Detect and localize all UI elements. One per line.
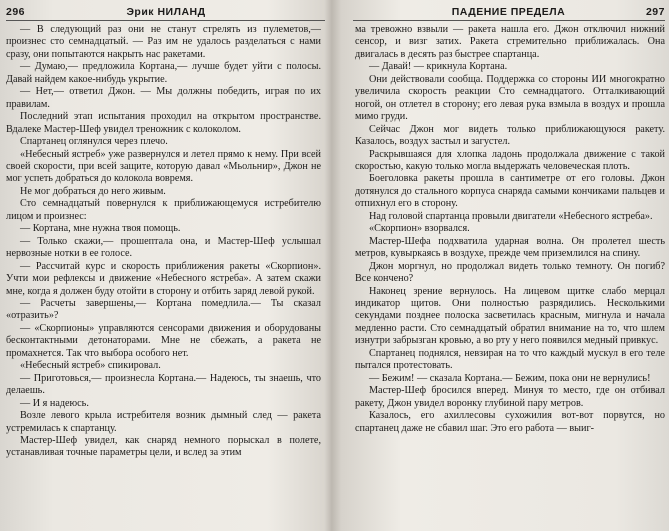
right-page <box>353 0 665 531</box>
book-title: ПАДЕНИЕ ПРЕДЕЛА <box>451 6 566 18</box>
paragraph: Не мог добраться до него живым. <box>20 185 166 197</box>
paragraph: Возле левого крыла истребителя возник дымный след — ракета устремилась к спартанцу. <box>6 410 321 434</box>
left-body-text <box>6 24 325 460</box>
paragraph: Мастер-Шефа подхватила ударная волна. Он пролетел шесть метров, кувыркаясь в воздухе, прежде чем приземлился на спину. <box>355 235 665 260</box>
page-number: 297 <box>645 6 665 18</box>
author-name: Эрик НИЛАНД <box>126 6 206 18</box>
paragraph: «Небесный ястреб» спикировал. <box>20 360 161 372</box>
paragraph: Наконец зрение вернулось. На лицевом щитке слабо мерцал индикатор щитов. Они полностью разрядились. Несколькими секундами позднее полоска засветилась красным, мигнула и начала медленно расти. Сто семнадцатый обратил внимание на то, что шлем изнутри забрызган кровью, а во рту у него появился медный привкус. <box>355 285 665 347</box>
paragraph: Над головой спартанца провыли двигатели «Небесного ястреба». <box>369 210 653 222</box>
paragraph: Они действовали сообща. Поддержка со стороны ИИ многократно увеличила скорость реакции Сто семнадцатого. Отталкивающий ногой, он отлетел в сторону; его левая рука взмыла в воздух и прошла мимо груди. <box>355 73 665 123</box>
paragraph: Спартанец поднялся, невзирая на то что каждый мускул в его теле пытался протестовать. <box>355 347 665 372</box>
paragraph: Раскрывшаяся для хлопка ладонь продолжала движение с такой скоростью, какую только могла выдержать человеческая плоть. <box>355 148 665 172</box>
left-running-head <box>6 4 325 21</box>
paragraph: Спартанец оглянулся через плечо. <box>20 136 168 148</box>
paragraph: Последний этап испытания проходил на открытом пространстве. Вдалеке Мастер-Шеф увидел треножник с колоколом. <box>6 111 321 135</box>
paragraph: — Нет,— ответил Джон. — Мы должны победить, играя по их правилам. <box>6 86 321 110</box>
paragraph: — Бежим! — сказала Кортана.— Бежим, пока они не вернулись! <box>369 372 651 384</box>
paragraph: Мастер-Шеф бросился вперед. Минуя то место, где он отбивал ракету, Джон увидел воронку глубиной пару метров. <box>355 385 665 409</box>
paragraph: — «Скорпионы» управляются сенсорами движения и оборудованы бесконтактными детонаторами. Мне не сбежать, а ракета не промахнется. Так что выбора особого нет. <box>6 322 321 359</box>
paragraph: — Думаю,— предложила Кортана,— лучше будет уйти с полосы. Давай найдем какое-нибудь укрытие. <box>6 61 321 85</box>
left-page <box>6 0 325 531</box>
paragraph: Джон моргнул, но продолжал видеть только темноту. Он погиб? Все кончено? <box>355 260 665 285</box>
page-number: 296 <box>6 6 26 18</box>
paragraph: Боеголовка ракеты прошла в сантиметре от его головы. Джон дотянулся до стального корпуса снаряда самыми кончиками пальцев и отпихнул его в сторону. <box>355 173 665 210</box>
paragraph: — Расчеты завершены,— Кортана помедлила.— Ты сказал «отразить»? <box>6 297 321 322</box>
paragraph: «Скорпион» взорвался. <box>369 223 470 235</box>
paragraph: «Небесный ястреб» уже развернулся и летел прямо к нему. При всей своей скорости, при всей защите, которую давал «Мьольнир», Джон не мог успеть добраться до колокола вовремя. <box>6 148 321 185</box>
paragraph: — Приготовься,— произнесла Кортана.— Надеюсь, ты знаешь, что делаешь. <box>6 372 321 397</box>
paragraph: — Рассчитай курс и скорость приближения ракеты «Скорпион». Учти мои рефлексы и движение «Небесного ястреба». А затем скажи мне, когда я должен буду отойти в сторону и отбить заряд левой рукой. <box>6 260 321 297</box>
paragraph: — И я надеюсь. <box>20 397 89 409</box>
paragraph: — В следующий раз они не станут стрелять из пулеметов,— произнес сто семнадцатый. — Раз им не удалось разделаться с нами сразу, они попытаются накрыть нас ракетами. <box>6 24 321 60</box>
right-running-head <box>353 4 665 21</box>
paragraph: Казалось, его ахиллесовы сухожилия вот-вот порвутся, но спартанец даже не сбавил шаг. Это его работа — выиг- <box>355 410 665 434</box>
right-body-text <box>353 24 665 435</box>
paragraph: Сейчас Джон мог видеть только приближающуюся ракету. Казалось, воздух застыл и загустел. <box>355 123 665 148</box>
paragraph: — Только скажи,— прошептала она, и Мастер-Шеф услышал нервозные нотки в ее голосе. <box>6 235 321 260</box>
paragraph: Сто семнадцатый повернулся к приближающемуся истребителю лицом и произнес: <box>6 198 321 222</box>
paragraph: — Давай! — крикнула Кортана. <box>369 61 508 73</box>
paragraph: — Кортана, мне нужна твоя помощь. <box>20 223 181 235</box>
paragraph: Мастер-Шеф увидел, как снаряд немного порыскал в полете, устанавливая точные параметры цели, и вслед за этим <box>6 434 321 459</box>
paragraph: ма тревожно взвыли — ракета нашла его. Джон отключил нижний сенсор, и визг затих. Ракета стремительно приближалась. Она двигалась в десять раз быстрее спартанца. <box>355 24 665 60</box>
